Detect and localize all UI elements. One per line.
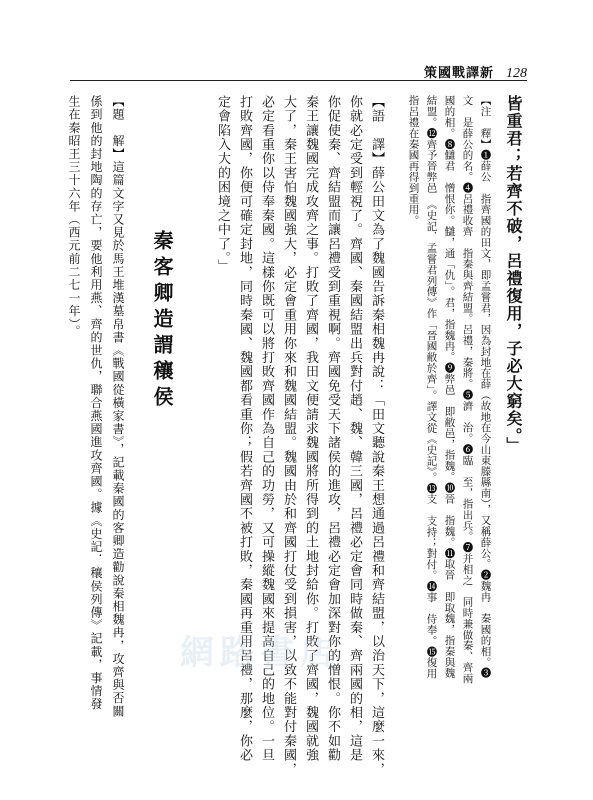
note-line: 指呂禮在秦國再得到重用。 bbox=[407, 95, 420, 226]
intro-line: 生在秦昭王三十六年（西元前二七一年）。 bbox=[67, 95, 81, 338]
book-title: 策國戰譯新 bbox=[423, 66, 494, 81]
translation-line: 大了，秦王害怕魏國強大，必定會重用你來和魏國結盟。魏國由於和齊國打仗受到損害，以致不能對付秦國， bbox=[281, 95, 296, 777]
quote-line: 皆重君；若齊不破，呂禮復用，子必大窮矣。」 bbox=[504, 95, 523, 455]
note-line: 結盟。⓬齊予晉弊邑 《史記．孟嘗君列傳》作「晉國敝於齊」。譯文從《史記》。⓭支 支持；對付。⓮事 侍奉。⓯復用 bbox=[425, 95, 438, 679]
translation-line: 你就必定受到輕視了。齊國、秦國結盟出兵對付趙、魏、韓三國，呂禮必定會同時做秦、齊兩國的相，這是 bbox=[347, 95, 362, 763]
running-header bbox=[424, 62, 527, 82]
note-line: 【注 釋】❶薛公 指齊國的田文，即孟嘗君，因為封地在薛（故地在今山東滕縣南），又稱薛公。❷魏冉 秦國的相。❸ bbox=[479, 95, 492, 679]
note-line: 國的相。❽讎君 憎恨你。讎，通「仇」。君，指魏冉。❾弊邑 即敝邑，指魏。❿晉 指魏。⓫取晉 即取魏，指秦與魏 bbox=[443, 95, 456, 679]
intro-line: 係到他的封地陶的存亡，要他利用燕、齊的世仇，聯合燕國進攻齊國。據《史記．穰侯列傳》記載，事情發 bbox=[89, 95, 103, 711]
watermark: 網路書店 bbox=[180, 633, 340, 673]
header-rule bbox=[70, 80, 527, 81]
chapter-title: 秦客卿造謂穰侯 bbox=[150, 230, 174, 412]
translation-line: 秦王讓魏國完成攻齊之事。打敗了齊國，我田文便請求魏國將所得到的土地封給你。打敗了齊國，魏國就強 bbox=[303, 95, 318, 763]
translation-line: 【語 譯】薛公田文為了魏國告訴秦相魏冉說：「田文聽說秦王想通過呂禮和齊結盟，以治天下，這麼一來， bbox=[369, 95, 384, 777]
intro-line: 【題 解】這篇文字又見於馬王堆漢墓帛書《戰國從橫家書》，記載秦國的客卿造勸說秦相魏冉，攻齊與否關 bbox=[111, 95, 125, 718]
translation-line: 打敗齊國，你便可確定封地，同時秦國、魏國都看重你；假若齊國不被打敗，秦國再重用呂禮，那麼，你必 bbox=[237, 95, 252, 763]
note-line: 文 是薛公的名。❹呂禮收齊 指秦與齊結盟。呂禮，秦將。❺濟 治。❻臨 至，指出兵。❼并相之 同時兼做秦、齊兩 bbox=[461, 95, 474, 684]
translation-line: 必定看重你以侍奉秦國。這樣你既可以將打敗齊國作為自己的功勞，又可操縱魏國來提高自己的地位。一旦 bbox=[259, 95, 274, 763]
page-number: 128 bbox=[506, 66, 527, 81]
translation-line: 你促使秦、齊結盟而讓呂禮受到重視啊。齊國免受天下諸侯的進攻，呂禮必定會加深對你的憎恨。你不如勸 bbox=[325, 95, 340, 763]
translation-line: 定會陷入大的困境之中了。」 bbox=[215, 95, 230, 274]
